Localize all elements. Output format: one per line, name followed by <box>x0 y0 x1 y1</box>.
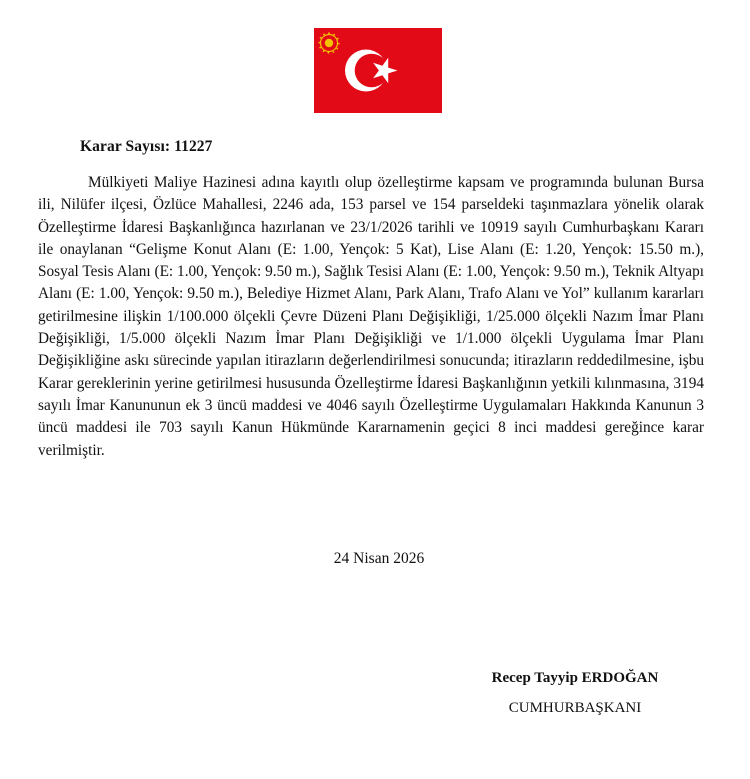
decision-number: Karar Sayısı: 11227 <box>80 138 213 155</box>
turkish-flag-emblem <box>314 28 442 113</box>
signatory-name: Recep Tayyip ERDOĞAN <box>491 670 659 686</box>
decision-body-text: Mülkiyeti Maliye Hazinesi adına kayıtlı olup özelleştirme kapsam ve programında bulunan Bursa ili, Nilüfer ilçesi, Özlüce Mahallesi, 2246 ada, 153 parsel ve 154 parseldeki taşınmazlara yönelik olarak Özelleştirme İdaresi Başkanlığınca hazırlanan ve 23/1/2026 tarihli ve 10919 sayılı Cumhurbaşkanı Kararı ile onaylanan “Gelişme Konut Alanı (E: 1.00, Yençok: 5 Kat), Lise Alanı (E: 1.20, Yençok: 15.50 m.), Sosyal Tesis Alanı (E: 1.00, Yençok: 9.50 m.), Sağlık Tesisi Alanı (E: 1.00, Yençok: 9.50 m.), Teknik Altyapı Alanı (E: 1.00, Yençok: 9.50 m.), Belediye Hizmet Alanı, Park Alanı, Trafo Alanı ve Yol” kullanım kararları getirilmesine ilişkin 1/100.000 ölçekli Çevre Düzeni Planı Değişikliği, 1/25.000 ölçekli Nazım İmar Planı Değişikliği, 1/5.000 ölçekli Nazım İmar Planı Değişikliği ve 1/1.000 ölçekli Uygulama İmar Planı Değişikliğine askı sürecinde yapılan itirazların değerlendirilmesi sonucunda; itirazların reddedilmesine, işbu Karar gereklerinin yerine getirilmesi hususunda Özelleştirme İdaresi Başkanlığının yetkili kılınmasına, 3194 sayılı İmar Kanununun ek 3 üncü maddesi ve 4046 sayılı Özelleştirme Uygulamaları Hakkında Kanunun 3 üncü maddesi ile 703 sayılı Kanun Hükmünde Kararnamenin geçici 8 inci maddesi gereğince karar verilmiştir. <box>38 174 704 459</box>
decision-date: 24 Nisan 2026 <box>333 550 425 567</box>
turkish-flag-icon <box>314 28 442 113</box>
signatory-title: CUMHURBAŞKANI <box>508 700 642 716</box>
